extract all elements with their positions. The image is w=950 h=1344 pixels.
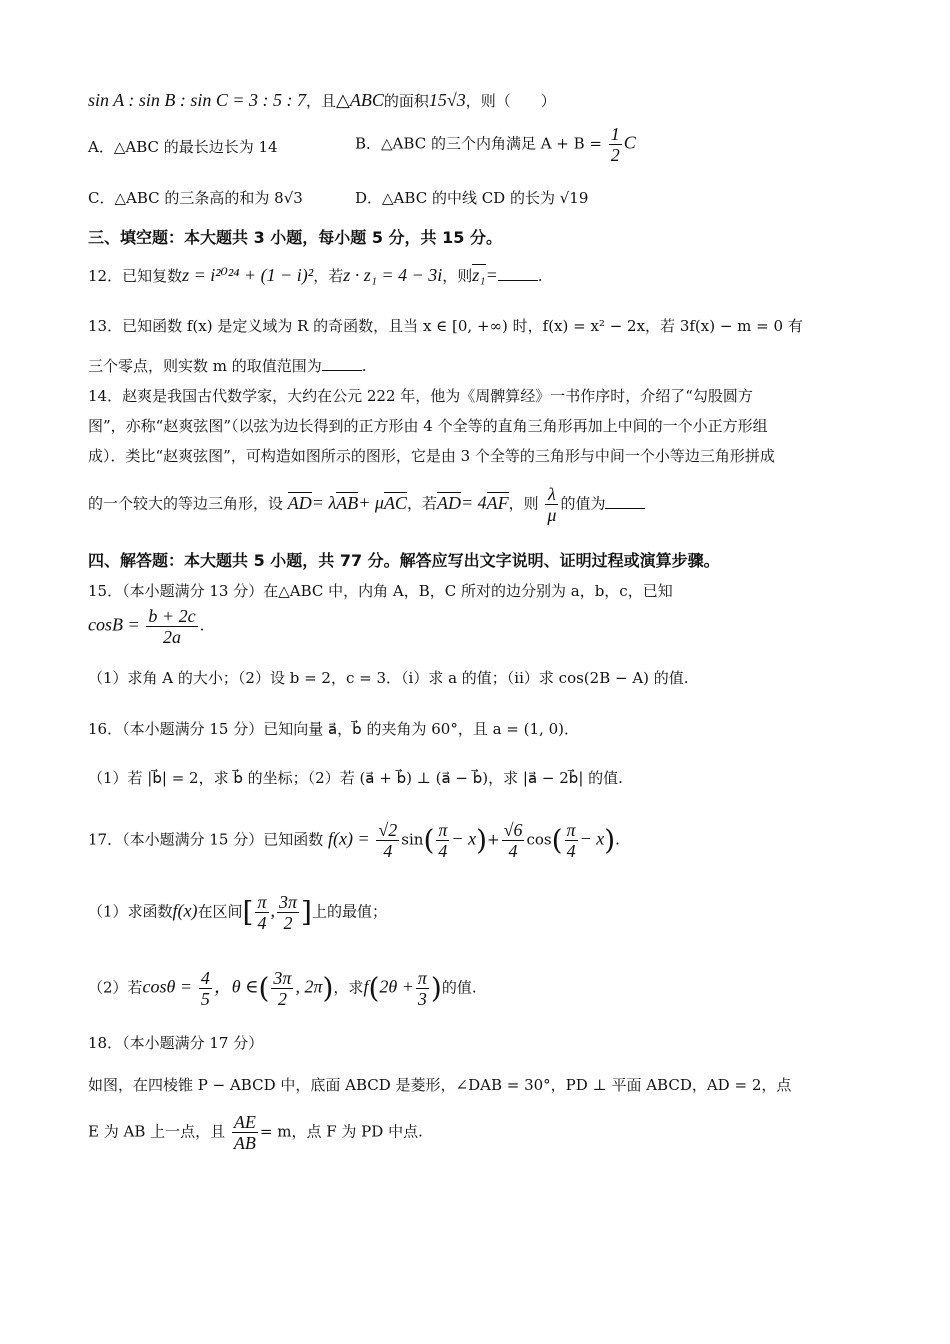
question-18-line-2: 如图，在四棱锥 P − ABCD 中，底面 ABCD 是菱形，∠DAB = 30°，PD ⊥ 平面 ABCD，AD = 2，点 [88, 1076, 792, 1094]
fraction [416, 968, 429, 1009]
text: E 为 AB 上一点，且 [88, 1122, 226, 1141]
text: ，且 [306, 92, 337, 110]
text: 17．（本小题满分 15 分）已知函数 [88, 830, 324, 849]
text: （1）求函数 [88, 902, 173, 921]
text: 12．已知复数 [88, 267, 183, 285]
vector-ac: AC [383, 492, 407, 513]
text: 2θ + [379, 976, 414, 997]
option-d [355, 188, 588, 208]
fraction [436, 820, 449, 861]
numerator: 3π [273, 968, 292, 988]
numerator: π [566, 820, 576, 840]
numerator: π [438, 820, 448, 840]
text: （2）若 [88, 978, 143, 997]
text: 的面积 [383, 92, 429, 110]
denominator: 2 [277, 989, 287, 1009]
fraction [565, 820, 578, 861]
fraction [277, 892, 299, 933]
text: ，求 [333, 978, 364, 997]
paren-close: ) [604, 823, 616, 857]
paren-close: ) [476, 823, 487, 857]
numerator: 4 [200, 968, 210, 988]
text: = λ [311, 492, 337, 513]
question-16-line-2: （1）若 |b⃗| = 2，求 b⃗ 的坐标；（2）若 (a⃗ + b⃗) ⊥ (a⃗ − b⃗)，求 |a⃗ − 2b⃗| 的值. [88, 769, 623, 787]
vector-af: AF [486, 492, 509, 513]
paren-open: ( [368, 971, 380, 1005]
question-15-line-2 [88, 606, 204, 647]
period: . [361, 357, 367, 375]
answer-blank [498, 266, 538, 281]
paren-close: ) [322, 971, 334, 1005]
paren-open: ( [551, 823, 563, 857]
numerator: 1 [610, 124, 620, 144]
question-13-line-1: 13．已知函数 f(x) 是定义域为 R 的奇函数，且当 x ∈ [0, +∞) 时，f(x) = x² − 2x，若 3f(x) − m = 0 有 [88, 317, 803, 335]
vector-ad: AD [436, 492, 461, 513]
question-17-line-1 [88, 820, 620, 861]
fraction [199, 968, 212, 1009]
text: , 2π [295, 976, 323, 997]
text: ，若 [406, 494, 437, 513]
text: ，则（ ） [465, 92, 556, 110]
answer-blank [605, 494, 645, 509]
fraction-ae-ab [232, 1112, 258, 1153]
fraction [502, 820, 525, 861]
denominator: 2a [162, 627, 181, 647]
question-13-line-2 [88, 356, 367, 376]
numerator: π [257, 892, 267, 912]
numerator: π [417, 968, 427, 988]
period: . [537, 267, 543, 285]
option-c-text: C．△ABC 的三条高的和为 8√3 [88, 189, 303, 207]
option-a [88, 137, 278, 157]
numerator: b + 2c [148, 606, 196, 626]
area-value: 15√3 [428, 90, 466, 110]
question-14-line-4 [88, 484, 645, 525]
question-16-line-1: 16．（本小题满分 15 分）已知向量 a⃗，b⃗ 的夹角为 60°，且 a = (1, 0)． [88, 720, 579, 738]
section-3-heading: 三、填空题：本大题共 3 小题，每小题 5 分，共 15 分。 [88, 228, 502, 247]
text: 的一个较大的等边三角形，设 [88, 494, 284, 513]
text: 三个零点，则实数 m 的取值范围为 [88, 357, 322, 375]
text: + μ [358, 492, 384, 513]
denominator: μ [547, 505, 557, 525]
plus: + [487, 830, 500, 849]
bracket-open: [ [242, 895, 254, 929]
denominator: 4 [508, 841, 518, 861]
ratio-formula: sin A : sin B : sin C = 3 : 5 : 7 [88, 90, 306, 110]
question-15-line-3: （1）求角 A 的大小；（2）设 b = 2，c = 3．（i）求 a 的值；（ii）求 cos(2B − A) 的值. [88, 669, 689, 687]
period: . [615, 830, 620, 849]
denominator: 4 [438, 841, 448, 861]
text: cosθ = [142, 976, 193, 997]
denominator: 2 [610, 145, 620, 165]
text: − x [451, 828, 477, 849]
period: . [199, 616, 205, 635]
text: f(x) [172, 900, 198, 921]
text: cos [526, 830, 552, 849]
question-14-line-3: 成）．类比“赵爽弦图”，可构造如图所示的图形，它是由 3 个全等的三角形与中间一个小等边三角形拼成 [88, 447, 775, 465]
triangle-name: △ABC [336, 90, 384, 110]
question-17-line-2 [88, 892, 387, 933]
comma: , [270, 900, 276, 921]
fraction-lambda-mu [545, 484, 558, 525]
text: 在区间 [197, 902, 243, 921]
denominator: 5 [200, 989, 210, 1009]
numerator: λ [545, 484, 558, 505]
text: cosB = [88, 614, 140, 635]
denominator: AB [233, 1133, 256, 1153]
numerator: 3π [279, 892, 298, 912]
paren-open: ( [258, 971, 270, 1005]
text: f(x) = [328, 828, 370, 849]
text: sin [401, 830, 424, 849]
option-c [88, 188, 303, 208]
numerator: AE [233, 1112, 256, 1132]
text: 的值. [441, 978, 477, 997]
denominator: 4 [383, 841, 393, 861]
formula: z = i²⁰²⁴ + (1 − i)² [182, 265, 314, 285]
answer-blank [322, 356, 362, 371]
paren-open: ( [423, 823, 435, 857]
option-b-text: B．△ABC 的三个内角满足 A + B = [355, 134, 603, 153]
angle-c: C [623, 132, 636, 153]
denominator: 2 [283, 913, 293, 933]
fraction [255, 892, 268, 933]
denominator: 3 [417, 989, 427, 1009]
question-18-line-1: 18．（本小题满分 17 分） [88, 1034, 264, 1052]
question-15-line-1: 15．（本小题满分 13 分）在△ABC 中，内角 A，B，C 所对的边分别为 a，b，c，已知 [88, 582, 673, 600]
text: f [363, 976, 369, 997]
q11-stem-continuation [88, 90, 556, 111]
text: ，若 [313, 267, 344, 285]
section-4-heading: 四、解答题：本大题共 5 小题，共 77 分。解答应写出文字说明、证明过程或演算步骤。 [88, 551, 720, 570]
text: 上的最值； [311, 902, 387, 921]
numerator: √6 [503, 820, 523, 840]
text: = 4 [460, 492, 487, 513]
text: ，则 [508, 494, 539, 513]
text: ，则 [442, 267, 473, 285]
question-12 [88, 265, 543, 286]
equals: = [485, 265, 498, 285]
formula: z · z₁ = 4 − 3i [343, 265, 443, 285]
fraction-half [609, 124, 622, 165]
question-14-line-2: 图”，亦称“赵爽弦图”（以弦为边长得到的正方形由 4 个全等的直角三角形再加上中间的一个小正方形组 [88, 417, 768, 435]
text: = m，点 F 为 PD 中点. [259, 1122, 423, 1141]
option-b [355, 124, 636, 165]
fraction-cosb [146, 606, 197, 647]
bracket-close: ] [301, 895, 312, 929]
text: ，θ ∈ [213, 976, 259, 997]
question-17-line-3 [88, 968, 477, 1009]
option-d-text: D．△ABC 的中线 CD 的长为 √19 [355, 189, 589, 207]
numerator: √2 [378, 820, 398, 840]
fraction [271, 968, 293, 1009]
denominator: 4 [566, 841, 576, 861]
vector-ad: AD [287, 492, 312, 513]
question-14-line-1: 14．赵爽是我国古代数学家，大约在公元 222 年，他为《周髀算经》一书作序时，介绍了“勾股圆方 [88, 387, 753, 405]
vector-ab: AB [336, 492, 359, 513]
option-a-text: A．△ABC 的最长边长为 14 [88, 138, 278, 156]
text: − x [579, 828, 605, 849]
text: 的值为 [560, 494, 606, 513]
fraction [376, 820, 399, 861]
paren-close: ) [430, 971, 442, 1005]
denominator: 4 [257, 913, 267, 933]
conjugate-z1: z₁ [472, 265, 486, 285]
question-18-line-3 [88, 1112, 423, 1153]
